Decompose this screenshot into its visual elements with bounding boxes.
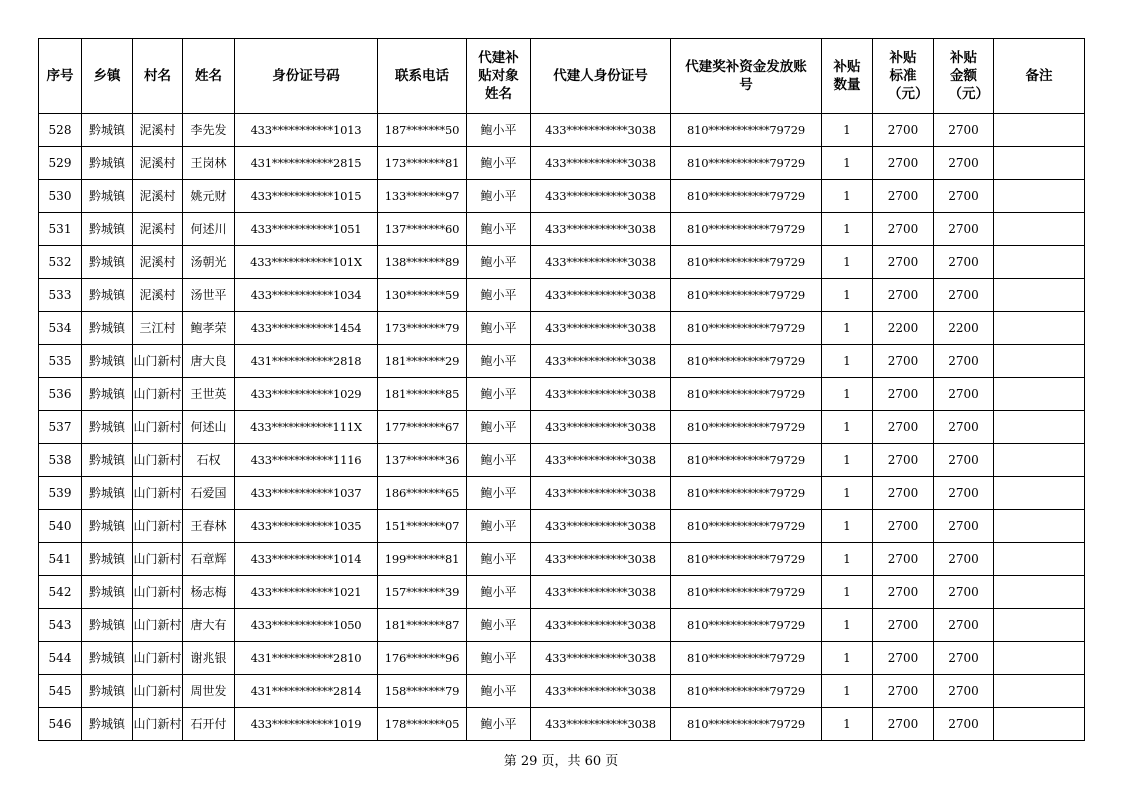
cell-amount: 2200 [934,312,994,345]
cell-amount: 2700 [934,510,994,543]
cell-township: 黔城镇 [82,246,133,279]
table-row [39,642,1085,675]
cell-account: 810***********79729 [671,345,822,378]
cell-id-number: 433***********1037 [235,477,378,510]
cell-account: 810***********79729 [671,510,822,543]
table-row [39,444,1085,477]
header-village: 村名 [133,39,183,114]
cell-name: 李先发 [183,114,235,147]
cell-count: 1 [822,180,873,213]
cell-standard: 2700 [873,345,934,378]
cell-phone: 181*******85 [378,378,467,411]
cell-amount: 2700 [934,213,994,246]
table-row [39,411,1085,444]
cell-phone: 178*******05 [378,708,467,741]
cell-amount: 2700 [934,642,994,675]
cell-count: 1 [822,345,873,378]
cell-phone: 138*******89 [378,246,467,279]
cell-name: 唐大良 [183,345,235,378]
cell-remarks [994,345,1085,378]
cell-name: 鲍孝荣 [183,312,235,345]
cell-remarks [994,279,1085,312]
cell-name: 姚元财 [183,180,235,213]
cell-count: 1 [822,543,873,576]
cell-remarks [994,378,1085,411]
cell-name: 何述山 [183,411,235,444]
cell-count: 1 [822,510,873,543]
cell-village: 山门新村 [133,543,183,576]
cell-remarks [994,312,1085,345]
cell-township: 黔城镇 [82,213,133,246]
cell-remarks [994,510,1085,543]
cell-index: 540 [39,510,82,543]
cell-index: 541 [39,543,82,576]
cell-index: 530 [39,180,82,213]
cell-phone: 177*******67 [378,411,467,444]
cell-proxy-id: 433***********3038 [531,543,671,576]
cell-standard: 2700 [873,477,934,510]
cell-township: 黔城镇 [82,675,133,708]
cell-village: 泥溪村 [133,246,183,279]
cell-proxy-id: 433***********3038 [531,147,671,180]
cell-count: 1 [822,444,873,477]
cell-village: 山门新村 [133,477,183,510]
subsidy-roster-table [38,38,1085,741]
header-remarks: 备注 [994,39,1085,114]
cell-amount: 2700 [934,444,994,477]
cell-phone: 173*******79 [378,312,467,345]
cell-account: 810***********79729 [671,279,822,312]
header-proxy-target-name: 代建补贴对象姓名 [467,39,531,114]
cell-name: 王春林 [183,510,235,543]
header-account: 代建奖补资金发放账号 [671,39,822,114]
table-row [39,477,1085,510]
cell-amount: 2700 [934,609,994,642]
cell-proxy-name: 鲍小平 [467,444,531,477]
header-name: 姓名 [183,39,235,114]
cell-township: 黔城镇 [82,477,133,510]
cell-account: 810***********79729 [671,114,822,147]
cell-proxy-name: 鲍小平 [467,114,531,147]
cell-proxy-id: 433***********3038 [531,675,671,708]
cell-index: 538 [39,444,82,477]
cell-remarks [994,477,1085,510]
cell-amount: 2700 [934,543,994,576]
table-row [39,180,1085,213]
cell-standard: 2700 [873,246,934,279]
cell-proxy-name: 鲍小平 [467,510,531,543]
cell-amount: 2700 [934,147,994,180]
cell-amount: 2700 [934,378,994,411]
cell-proxy-id: 433***********3038 [531,213,671,246]
cell-proxy-name: 鲍小平 [467,213,531,246]
header-proxy-id: 代建人身份证号 [531,39,671,114]
cell-name: 唐大有 [183,609,235,642]
cell-proxy-id: 433***********3038 [531,246,671,279]
cell-township: 黔城镇 [82,543,133,576]
cell-id-number: 433***********111X [235,411,378,444]
cell-proxy-name: 鲍小平 [467,477,531,510]
cell-proxy-name: 鲍小平 [467,708,531,741]
cell-account: 810***********79729 [671,246,822,279]
cell-standard: 2700 [873,411,934,444]
cell-proxy-name: 鲍小平 [467,246,531,279]
table-row [39,378,1085,411]
cell-proxy-id: 433***********3038 [531,477,671,510]
header-index: 序号 [39,39,82,114]
cell-village: 山门新村 [133,411,183,444]
table-row [39,279,1085,312]
table-row [39,213,1085,246]
cell-id-number: 433***********1050 [235,609,378,642]
cell-township: 黔城镇 [82,510,133,543]
cell-id-number: 433***********1021 [235,576,378,609]
cell-account: 810***********79729 [671,543,822,576]
cell-village: 山门新村 [133,675,183,708]
cell-name: 周世发 [183,675,235,708]
cell-phone: 137*******36 [378,444,467,477]
table-row [39,576,1085,609]
cell-village: 山门新村 [133,642,183,675]
cell-remarks [994,642,1085,675]
cell-proxy-id: 433***********3038 [531,609,671,642]
cell-proxy-id: 433***********3038 [531,510,671,543]
cell-amount: 2700 [934,675,994,708]
cell-index: 534 [39,312,82,345]
cell-remarks [994,213,1085,246]
cell-amount: 2700 [934,576,994,609]
header-township: 乡镇 [82,39,133,114]
cell-id-number: 433***********1019 [235,708,378,741]
cell-index: 531 [39,213,82,246]
cell-id-number: 433***********1014 [235,543,378,576]
cell-township: 黔城镇 [82,411,133,444]
cell-remarks [994,114,1085,147]
cell-remarks [994,576,1085,609]
cell-village: 三江村 [133,312,183,345]
cell-proxy-name: 鲍小平 [467,312,531,345]
cell-account: 810***********79729 [671,213,822,246]
cell-count: 1 [822,411,873,444]
cell-index: 543 [39,609,82,642]
cell-id-number: 433***********1454 [235,312,378,345]
cell-id-number: 433***********1013 [235,114,378,147]
cell-count: 1 [822,213,873,246]
cell-proxy-id: 433***********3038 [531,114,671,147]
header-phone: 联系电话 [378,39,467,114]
cell-id-number: 433***********101X [235,246,378,279]
cell-name: 汤世平 [183,279,235,312]
header-subsidy-standard: 补贴标准（元） [873,39,934,114]
cell-id-number: 433***********1029 [235,378,378,411]
cell-proxy-id: 433***********3038 [531,576,671,609]
cell-count: 1 [822,642,873,675]
cell-township: 黔城镇 [82,642,133,675]
cell-remarks [994,609,1085,642]
cell-proxy-name: 鲍小平 [467,345,531,378]
cell-name: 杨志梅 [183,576,235,609]
cell-standard: 2700 [873,114,934,147]
cell-proxy-name: 鲍小平 [467,411,531,444]
cell-index: 542 [39,576,82,609]
cell-proxy-id: 433***********3038 [531,708,671,741]
cell-index: 533 [39,279,82,312]
cell-remarks [994,246,1085,279]
cell-name: 谢兆银 [183,642,235,675]
cell-account: 810***********79729 [671,675,822,708]
cell-remarks [994,675,1085,708]
cell-township: 黔城镇 [82,279,133,312]
cell-standard: 2700 [873,642,934,675]
cell-account: 810***********79729 [671,180,822,213]
table-row [39,147,1085,180]
cell-village: 山门新村 [133,510,183,543]
cell-amount: 2700 [934,279,994,312]
cell-remarks [994,180,1085,213]
cell-phone: 130*******59 [378,279,467,312]
cell-index: 546 [39,708,82,741]
cell-proxy-id: 433***********3038 [531,411,671,444]
cell-phone: 187*******50 [378,114,467,147]
header-id-number: 身份证号码 [235,39,378,114]
cell-remarks [994,708,1085,741]
cell-phone: 181*******87 [378,609,467,642]
cell-count: 1 [822,576,873,609]
cell-township: 黔城镇 [82,114,133,147]
cell-count: 1 [822,708,873,741]
cell-name: 石开付 [183,708,235,741]
cell-phone: 133*******97 [378,180,467,213]
table-row [39,246,1085,279]
cell-count: 1 [822,675,873,708]
cell-id-number: 433***********1035 [235,510,378,543]
cell-proxy-name: 鲍小平 [467,543,531,576]
cell-township: 黔城镇 [82,378,133,411]
cell-standard: 2700 [873,675,934,708]
cell-account: 810***********79729 [671,576,822,609]
cell-name: 汤朝光 [183,246,235,279]
cell-proxy-name: 鲍小平 [467,147,531,180]
cell-index: 536 [39,378,82,411]
cell-proxy-id: 433***********3038 [531,180,671,213]
cell-remarks [994,147,1085,180]
cell-phone: 173*******81 [378,147,467,180]
cell-standard: 2700 [873,510,934,543]
cell-standard: 2700 [873,378,934,411]
cell-id-number: 433***********1116 [235,444,378,477]
cell-proxy-id: 433***********3038 [531,444,671,477]
table-row [39,543,1085,576]
cell-proxy-name: 鲍小平 [467,378,531,411]
cell-name: 石权 [183,444,235,477]
roster-body [39,114,1085,741]
cell-index: 545 [39,675,82,708]
cell-phone: 137*******60 [378,213,467,246]
cell-id-number: 431***********2814 [235,675,378,708]
cell-amount: 2700 [934,345,994,378]
cell-village: 山门新村 [133,609,183,642]
cell-proxy-id: 433***********3038 [531,345,671,378]
cell-count: 1 [822,609,873,642]
cell-count: 1 [822,312,873,345]
cell-standard: 2700 [873,279,934,312]
cell-name: 王岗林 [183,147,235,180]
header-subsidy-amount: 补贴金额（元） [934,39,994,114]
cell-name: 王世英 [183,378,235,411]
cell-count: 1 [822,147,873,180]
cell-remarks [994,444,1085,477]
cell-account: 810***********79729 [671,708,822,741]
cell-village: 泥溪村 [133,180,183,213]
cell-proxy-name: 鲍小平 [467,675,531,708]
cell-name: 石章辉 [183,543,235,576]
cell-village: 泥溪村 [133,114,183,147]
table-row [39,708,1085,741]
cell-village: 山门新村 [133,378,183,411]
cell-standard: 2700 [873,543,934,576]
cell-phone: 151*******07 [378,510,467,543]
cell-proxy-name: 鲍小平 [467,279,531,312]
cell-count: 1 [822,246,873,279]
header-row [39,39,1085,114]
cell-phone: 158*******79 [378,675,467,708]
cell-proxy-id: 433***********3038 [531,279,671,312]
cell-index: 532 [39,246,82,279]
cell-account: 810***********79729 [671,147,822,180]
cell-proxy-name: 鲍小平 [467,609,531,642]
cell-township: 黔城镇 [82,444,133,477]
cell-index: 537 [39,411,82,444]
cell-proxy-name: 鲍小平 [467,576,531,609]
cell-amount: 2700 [934,708,994,741]
cell-id-number: 433***********1015 [235,180,378,213]
cell-index: 535 [39,345,82,378]
table-row [39,510,1085,543]
cell-index: 528 [39,114,82,147]
table-row [39,345,1085,378]
header-subsidy-count: 补贴数量 [822,39,873,114]
cell-account: 810***********79729 [671,477,822,510]
cell-village: 泥溪村 [133,147,183,180]
cell-id-number: 431***********2818 [235,345,378,378]
page-number: 第 29 页，共 60 页 [503,754,619,769]
table-row [39,312,1085,345]
cell-id-number: 433***********1051 [235,213,378,246]
cell-proxy-name: 鲍小平 [467,642,531,675]
cell-count: 1 [822,279,873,312]
cell-phone: 199*******81 [378,543,467,576]
cell-village: 泥溪村 [133,279,183,312]
cell-township: 黔城镇 [82,609,133,642]
cell-standard: 2700 [873,213,934,246]
cell-village: 山门新村 [133,708,183,741]
cell-township: 黔城镇 [82,180,133,213]
cell-proxy-id: 433***********3038 [531,378,671,411]
cell-standard: 2700 [873,576,934,609]
cell-standard: 2700 [873,180,934,213]
cell-township: 黔城镇 [82,312,133,345]
cell-account: 810***********79729 [671,411,822,444]
cell-village: 泥溪村 [133,213,183,246]
cell-name: 石爱国 [183,477,235,510]
cell-account: 810***********79729 [671,312,822,345]
cell-standard: 2200 [873,312,934,345]
table-row [39,675,1085,708]
cell-township: 黔城镇 [82,708,133,741]
cell-amount: 2700 [934,114,994,147]
cell-township: 黔城镇 [82,345,133,378]
cell-standard: 2700 [873,609,934,642]
cell-township: 黔城镇 [82,576,133,609]
table-row [39,114,1085,147]
cell-amount: 2700 [934,180,994,213]
cell-index: 529 [39,147,82,180]
cell-proxy-name: 鲍小平 [467,180,531,213]
cell-name: 何述川 [183,213,235,246]
cell-account: 810***********79729 [671,642,822,675]
cell-amount: 2700 [934,411,994,444]
cell-account: 810***********79729 [671,444,822,477]
cell-count: 1 [822,477,873,510]
cell-phone: 157*******39 [378,576,467,609]
cell-village: 山门新村 [133,444,183,477]
cell-village: 山门新村 [133,576,183,609]
cell-id-number: 431***********2815 [235,147,378,180]
cell-phone: 181*******29 [378,345,467,378]
cell-remarks [994,543,1085,576]
cell-township: 黔城镇 [82,147,133,180]
table-row [39,609,1085,642]
cell-account: 810***********79729 [671,609,822,642]
cell-standard: 2700 [873,147,934,180]
cell-village: 山门新村 [133,345,183,378]
cell-remarks [994,411,1085,444]
cell-id-number: 431***********2810 [235,642,378,675]
cell-phone: 176*******96 [378,642,467,675]
cell-account: 810***********79729 [671,378,822,411]
cell-proxy-id: 433***********3038 [531,642,671,675]
cell-index: 539 [39,477,82,510]
cell-index: 544 [39,642,82,675]
cell-amount: 2700 [934,477,994,510]
cell-count: 1 [822,114,873,147]
cell-phone: 186*******65 [378,477,467,510]
cell-standard: 2700 [873,444,934,477]
cell-id-number: 433***********1034 [235,279,378,312]
cell-standard: 2700 [873,708,934,741]
cell-amount: 2700 [934,246,994,279]
cell-count: 1 [822,378,873,411]
cell-proxy-id: 433***********3038 [531,312,671,345]
